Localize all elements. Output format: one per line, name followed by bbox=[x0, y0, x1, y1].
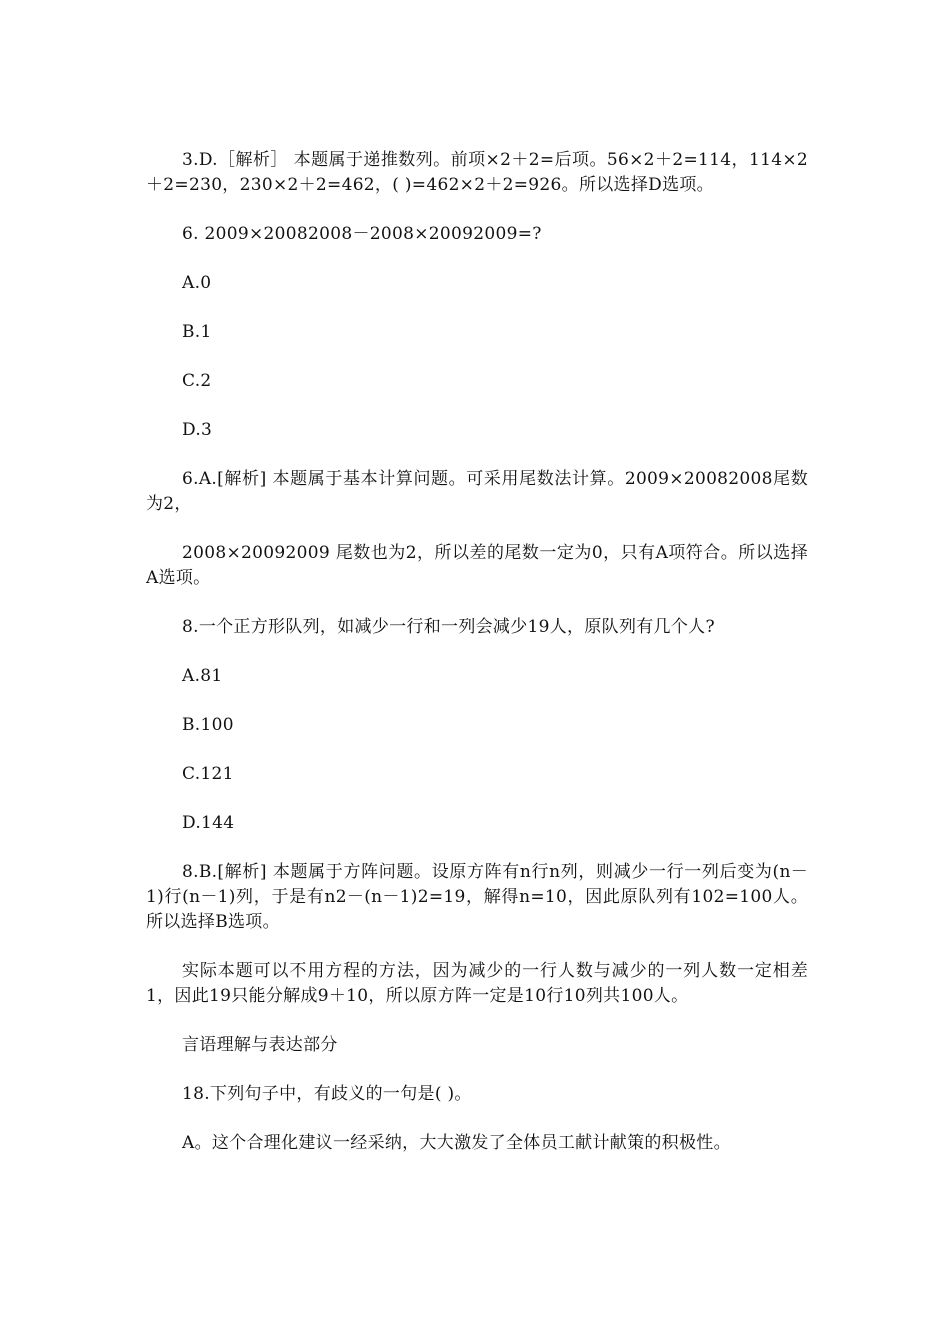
document-body bbox=[146, 148, 808, 1156]
option-c: C.121 bbox=[182, 764, 234, 784]
paragraph-question-18: 18.下列句子中，有歧义的一句是( )。 bbox=[182, 1084, 472, 1104]
paragraph-answer-6: 6.A.[解析] 本题属于基本计算问题。可采用尾数法计算。2009×20082008尾数为2， bbox=[146, 469, 808, 514]
option-a: A.0 bbox=[182, 273, 212, 293]
paragraph-answer-3: 3.D.［解析］ 本题属于递推数列。前项×2＋2=后项。56×2＋2=114，114×2＋2=230，230×2＋2=462，( )=462×2＋2=926。所以选择D选项。 bbox=[146, 150, 808, 195]
option-a: A。这个合理化建议一经采纳，大大激发了全体员工献计献策的积极性。 bbox=[182, 1133, 731, 1153]
section-heading: 言语理解与表达部分 bbox=[182, 1035, 338, 1055]
paragraph-question-8: 8.一个正方形队列，如减少一行和一列会减少19人，原队列有几个人? bbox=[182, 617, 715, 637]
option-c: C.2 bbox=[182, 371, 212, 391]
option-b: B.100 bbox=[182, 715, 234, 735]
paragraph-question-6: 6. 2009×20082008－2008×20092009=? bbox=[182, 224, 542, 244]
paragraph-answer-6-cont: 2008×20092009 尾数也为2，所以差的尾数一定为0，只有A项符合。所以选择A选项。 bbox=[146, 543, 808, 588]
option-b: B.1 bbox=[182, 322, 212, 342]
option-d: D.144 bbox=[182, 813, 235, 833]
paragraph-answer-8: 8.B.[解析] 本题属于方阵问题。设原方阵有n行n列，则减少一行一列后变为(n－1)行(n－1)列，于是有n2－(n－1)2=19，解得n=10，因此原队列有102=100人。所以选择B选项。 bbox=[146, 862, 808, 932]
option-a: A.81 bbox=[182, 666, 223, 686]
paragraph-answer-8-note: 实际本题可以不用方程的方法，因为减少的一行人数与减少的一列人数一定相差1，因此19只能分解成9＋10，所以原方阵一定是10行10列共100人。 bbox=[146, 961, 808, 1006]
option-d: D.3 bbox=[182, 420, 213, 440]
